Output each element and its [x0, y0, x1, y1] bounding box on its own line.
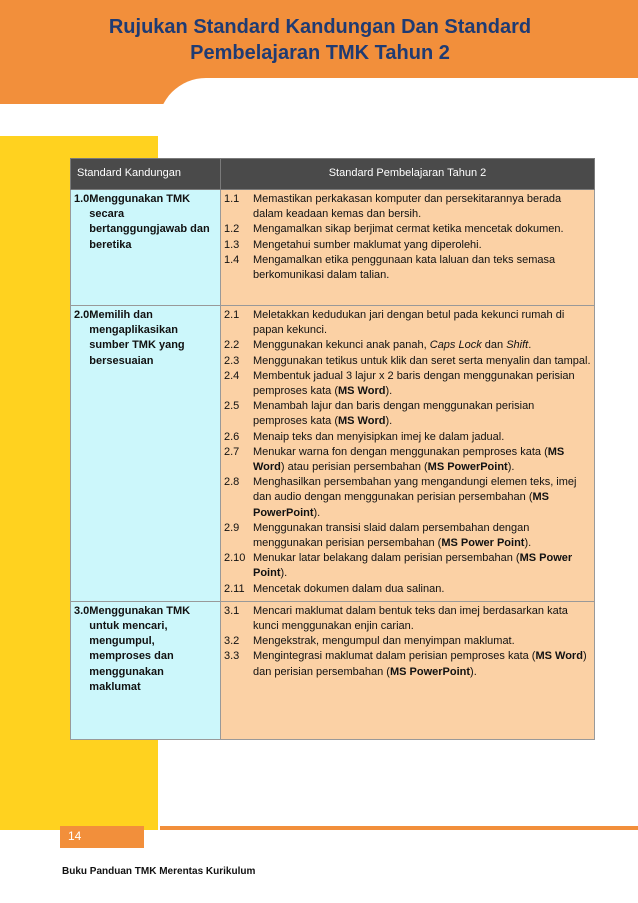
standard-pembelajaran-cell	[221, 190, 595, 306]
table-row	[71, 190, 595, 306]
list-item	[224, 253, 591, 283]
item-text: Menaip teks dan menyisipkan imej ke dalam jadual.	[253, 430, 505, 443]
sk-number: 1.0	[74, 193, 90, 205]
item-text: Menggunakan transisi slaid dalam persembahan dengan menggunakan perisian persembahan (MS Power Point).	[253, 521, 532, 550]
sk-number: 2.0	[74, 309, 90, 321]
item-number: 1.3	[224, 238, 240, 251]
standard-pembelajaran-cell	[221, 306, 595, 602]
list-item	[224, 430, 591, 445]
item-number: 3.1	[224, 604, 240, 617]
item-text: Memastikan perkakasan komputer dan persekitarannya berada dalam keadaan kemas dan bersih.	[253, 193, 562, 221]
page-title	[40, 14, 600, 66]
list-item	[224, 649, 591, 679]
page-title-line1: Rujukan Standard Kandungan Dan Standard	[108, 16, 532, 38]
item-text: Mencari maklumat dalam bentuk teks dan imej berdasarkan kata kunci menggunakan enjin carian.	[253, 604, 568, 633]
table-row	[71, 306, 595, 602]
item-number: 2.10	[224, 552, 246, 565]
list-item	[224, 399, 591, 429]
standard-kandungan-cell	[71, 306, 221, 602]
sk-text: Menggunakan TMK untuk mencari, mengumpul, memproses dan menggunakan maklumat	[89, 604, 191, 693]
list-item	[224, 369, 591, 399]
item-number: 2.9	[224, 521, 240, 534]
item-text: Membentuk jadual 3 lajur x 2 baris dengan menggunakan perisian pemproses kata (MS Word).	[253, 369, 575, 398]
item-text: Mencetak dokumen dalam dua salinan.	[253, 582, 445, 595]
item-text: Menggunakan kekunci anak panah, Caps Lock dan Shift.	[253, 339, 532, 352]
list-item	[224, 338, 591, 353]
item-number: 2.11	[224, 582, 245, 595]
item-text: Mengetahui sumber maklumat yang diperolehi.	[253, 238, 482, 251]
list-item	[224, 192, 591, 222]
item-number: 2.8	[224, 476, 240, 489]
item-number: 2.5	[224, 400, 240, 413]
header-standard-kandungan: Standard Kandungan	[71, 159, 221, 190]
standards-table	[70, 158, 595, 740]
page-title-line2: Pembelajaran TMK Tahun 2	[190, 42, 450, 64]
item-number: 2.7	[224, 445, 240, 458]
header-tab-cutout	[158, 78, 638, 138]
item-number: 2.1	[224, 309, 240, 321]
header-standard-pembelajaran: Standard Pembelajaran Tahun 2	[221, 159, 595, 190]
item-number: 3.2	[224, 635, 240, 648]
item-number: 1.4	[224, 253, 240, 266]
item-text: Mengamalkan etika penggunaan kata laluan dan teks semasa berkomunikasi dalam talian.	[253, 253, 556, 282]
sk-text: Memilih dan mengaplikasikan sumber TMK yang bersesuaian	[89, 309, 185, 367]
list-item	[224, 582, 591, 597]
list-item	[224, 238, 591, 253]
page-number: 14	[68, 829, 82, 843]
list-item	[224, 551, 591, 581]
item-text: Meletakkan kedudukan jari dengan betul pada kekunci rumah di papan kekunci.	[253, 309, 565, 337]
list-item	[224, 354, 591, 369]
item-text: Menggunakan tetikus untuk klik dan seret serta menyalin dan tampal.	[253, 354, 591, 367]
item-text: Menghasilkan persembahan yang mengandungi elemen teks, imej dan audio dengan menggunakan perisian persembahan (MS PowerPoint).	[253, 476, 577, 519]
book-title: Buku Panduan TMK Merentas Kurikulum	[62, 866, 256, 877]
list-item	[224, 521, 591, 551]
item-number: 2.6	[224, 430, 240, 443]
item-text: Mengekstrak, mengumpul dan menyimpan maklumat.	[253, 635, 515, 648]
list-item	[224, 445, 591, 475]
item-number: 2.2	[224, 339, 240, 352]
table-row	[71, 601, 595, 739]
list-item	[224, 604, 591, 634]
item-number: 2.3	[224, 354, 240, 367]
list-item	[224, 308, 591, 338]
list-item	[224, 222, 591, 237]
item-number: 3.3	[224, 650, 240, 663]
list-item	[224, 475, 591, 521]
list-item	[224, 634, 591, 649]
item-text: Mengamalkan sikap berjimat cermat ketika mencetak dokumen.	[253, 223, 564, 236]
sk-text: Menggunakan TMK secara bertanggungjawab dan beretika	[89, 193, 210, 251]
standard-kandungan-cell	[71, 601, 221, 739]
standard-kandungan-cell	[71, 190, 221, 306]
item-text: Mengintegrasi maklumat dalam perisian pemproses kata (MS Word) dan perisian persembahan (MS PowerPoint).	[253, 650, 587, 678]
standard-pembelajaran-cell	[221, 601, 595, 739]
footer-rule	[160, 826, 638, 830]
item-text: Menambah lajur dan baris dengan menggunakan perisian pemproses kata (MS Word).	[253, 400, 535, 428]
item-number: 1.2	[224, 223, 240, 236]
sk-number: 3.0	[74, 604, 90, 617]
table-header-row	[71, 159, 595, 190]
item-text: Menukar latar belakang dalam perisian persembahan (MS Power Point).	[253, 552, 573, 580]
item-text: Menukar warna fon dengan menggunakan pemproses kata (MS Word) atau perisian persembahan (MS PowerPoint).	[253, 445, 565, 474]
item-number: 1.1	[224, 193, 240, 205]
item-number: 2.4	[224, 369, 240, 382]
